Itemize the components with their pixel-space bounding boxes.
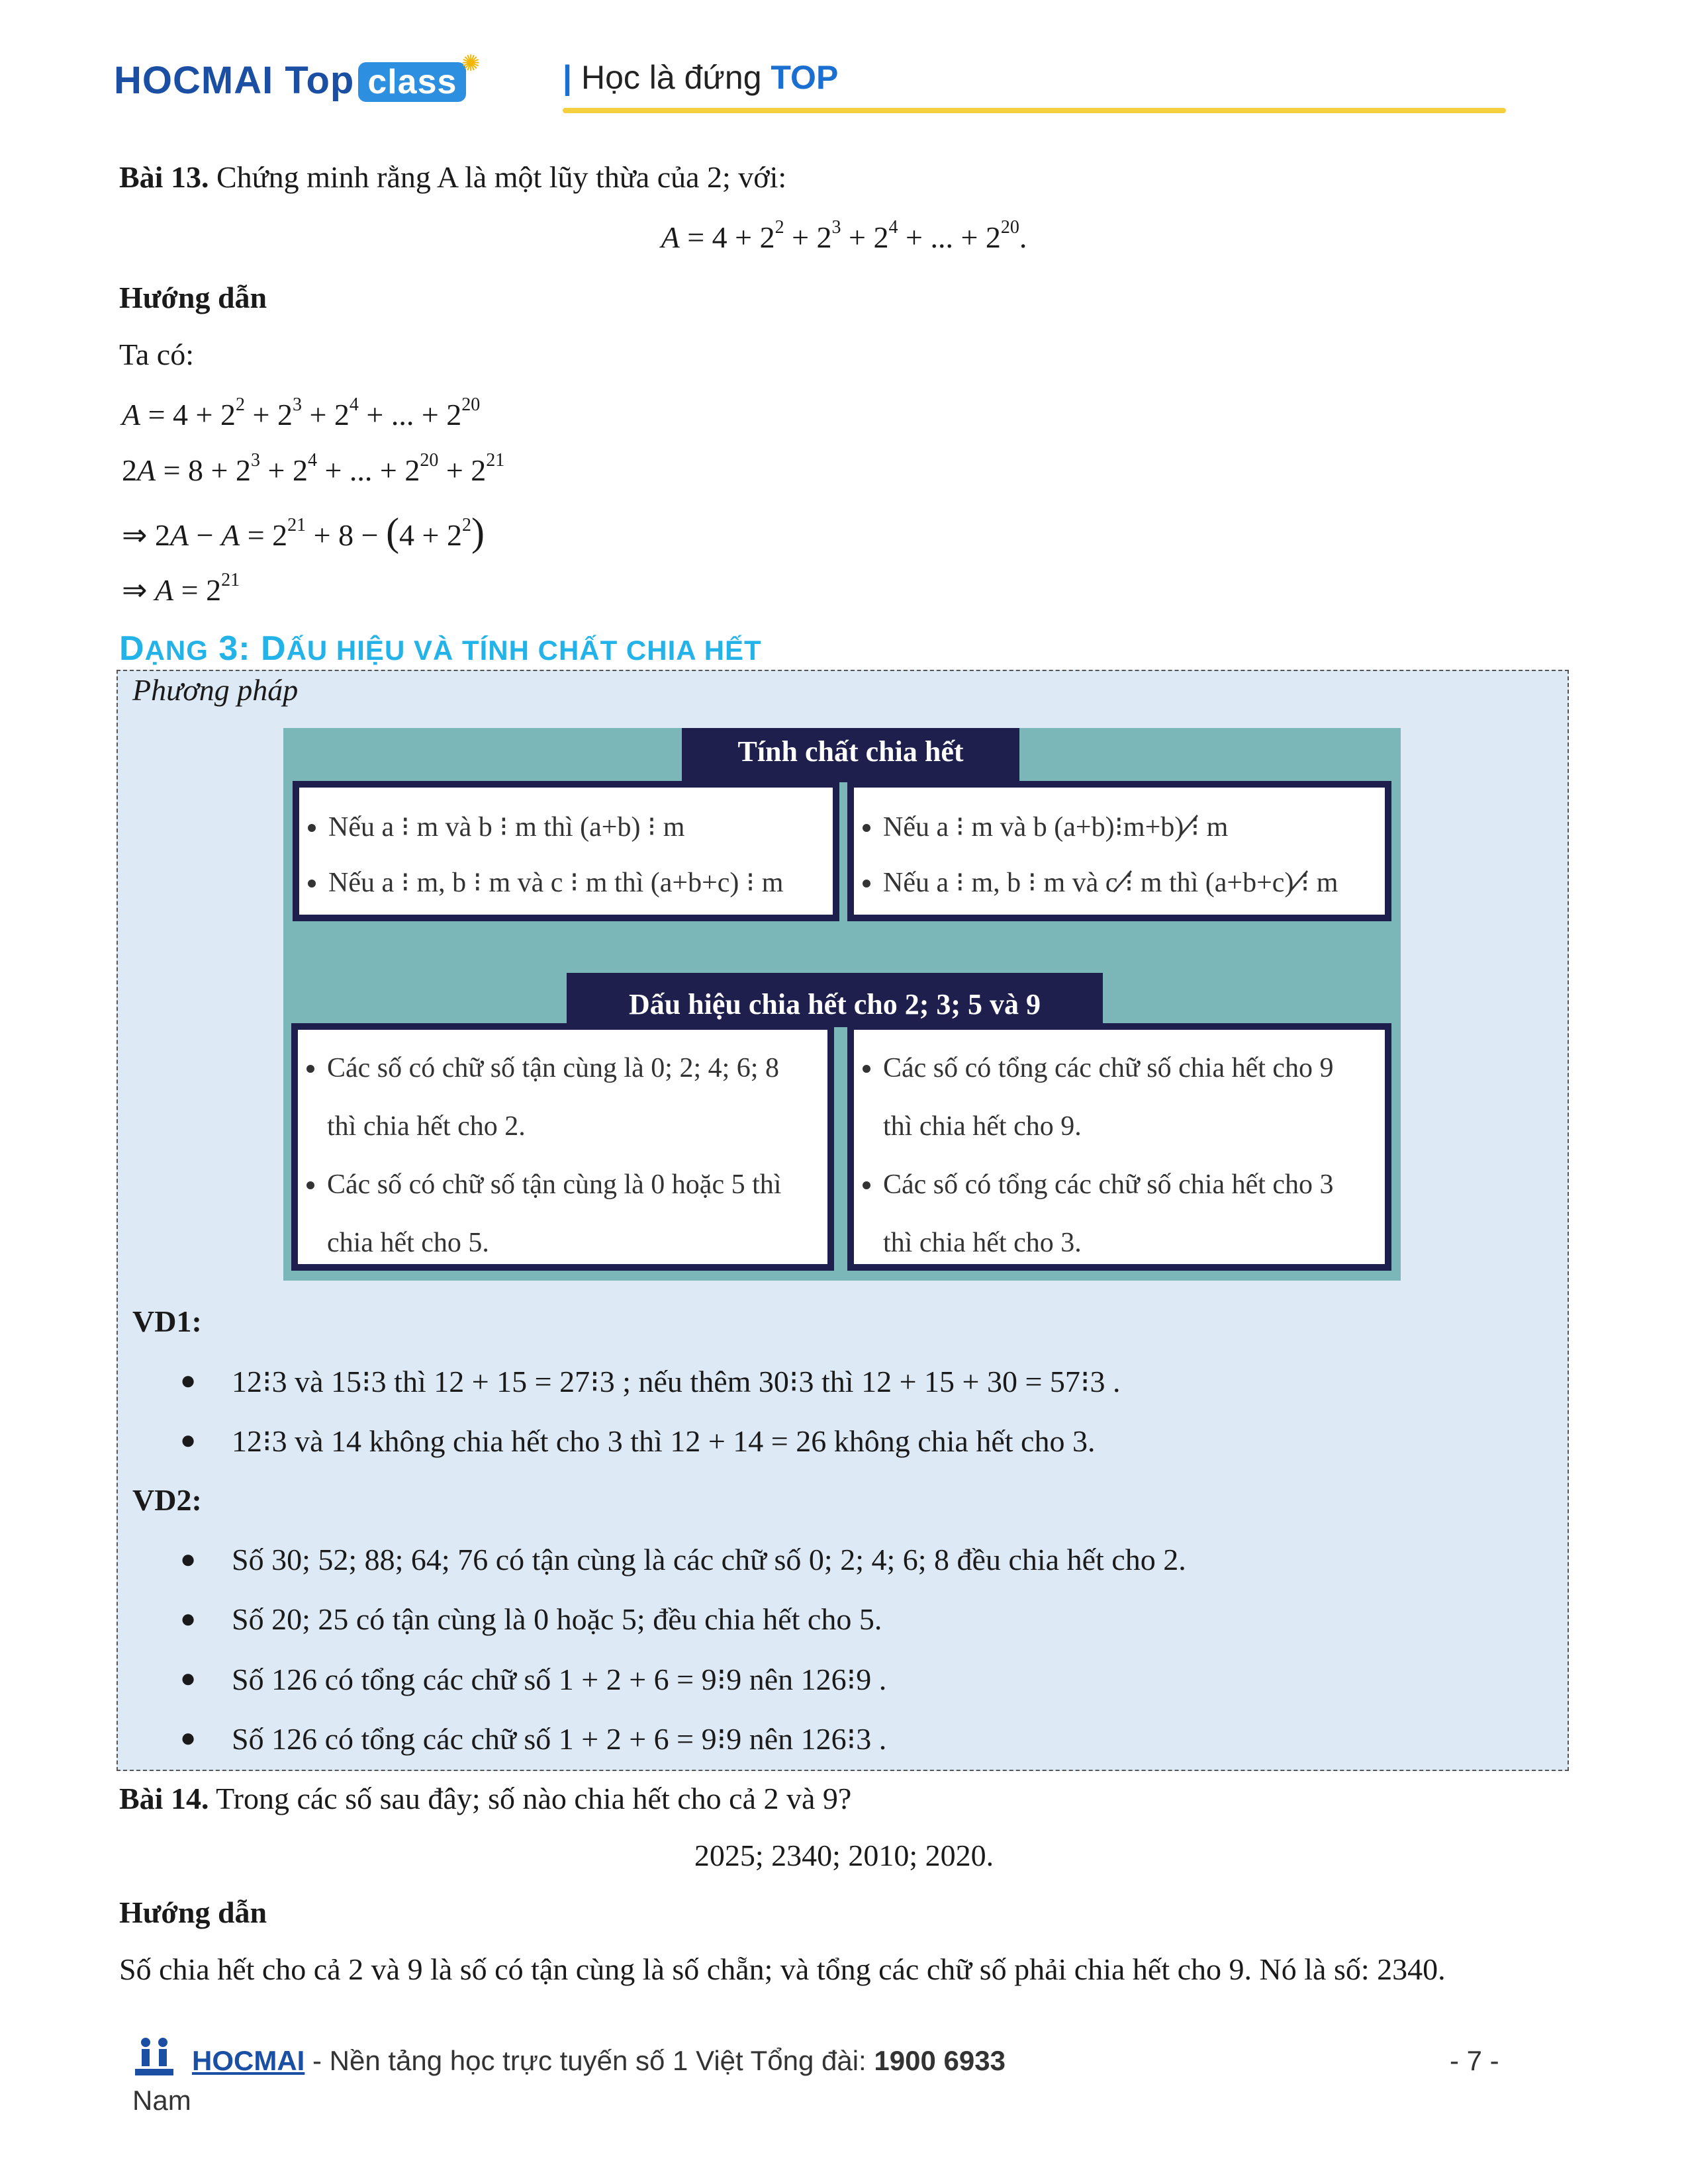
vd1-label: VD1: — [132, 1304, 202, 1338]
header-divider — [563, 108, 1506, 113]
vd1-line: 12⁝3 và 14 không chia hết cho 3 thì 12 + 14 = 26 không chia hết cho 3. — [232, 1424, 1096, 1458]
method-label: Phương pháp — [132, 673, 299, 707]
bullet-icon: ● — [180, 1544, 197, 1574]
bai13-equation: $A = 4 + 2^2 + 2^3 + 2^4$ + ... + $2^{20}$. — [661, 217, 1027, 254]
derivation-line-2: $2A = 8 + 2^3 + 2^4$ + ... + $2^{20} + 2^{21}$ — [122, 450, 505, 487]
bai13-guide-label: Hướng dẫn — [119, 281, 267, 314]
property-item: • Nếu a ⁝ m, b ⁝ m và c ⁝ m thì (a+b+c) ⁝ m — [328, 855, 826, 911]
vd2-line: Số 30; 52; 88; 64; 76 có tận cùng là các chữ số 0; 2; 4; 6; 8 đều chia hết cho 2. — [232, 1543, 1186, 1576]
bai14-prompt: Bài 14. Trong các số sau đây; số nào chia hết cho cả 2 và 9? — [119, 1782, 852, 1815]
ta-co: Ta có: — [119, 338, 195, 371]
logo-class-badge: class ✺ — [358, 62, 466, 102]
sign-item: • Các số có chữ số tận cùng là 0 hoặc 5 thì chia hết cho 5. — [327, 1156, 812, 1272]
bai13-prompt: Bài 13. Chứng minh rằng A là một lũy thừa của 2; với: — [119, 160, 787, 194]
hocmai-footer-icon — [132, 2034, 176, 2078]
bai14-answer: Số chia hết cho cả 2 và 9 là số có tận cùng là số chẵn; và tổng các chữ số phải chia hết cho 9. Nó là số: 2340. — [119, 1952, 1446, 1986]
hotline-number: 1900 6933 — [874, 2045, 1006, 2076]
sign-item: • Các số có chữ số tận cùng là 0; 2; 4; 6; 8 thì chia hết cho 2. — [327, 1039, 812, 1156]
hocmai-logo: HOCMAI Top class ✺ — [114, 51, 481, 102]
property-box-right — [847, 781, 1391, 921]
sign-item: • Các số có tổng các chữ số chia hết cho 3 thì chia hết cho 3. — [883, 1156, 1369, 1272]
derivation-line-4: ⇒ $A = 2^{21}$ — [122, 570, 240, 607]
property-item: • Nếu a ⁝ m và b (a+b)⁝m+b) ⁝̸ m — [883, 799, 1378, 855]
bullet-icon: ● — [180, 1365, 197, 1395]
bullet-icon: ● — [180, 1425, 197, 1455]
vd2-line: Số 126 có tổng các chữ số 1 + 2 + 6 = 9⁝9 nên 126⁝9 . — [232, 1662, 887, 1696]
diagram-title-properties: Tính chất chia hết — [682, 728, 1019, 782]
vd1-line: 12⁝3 và 15⁝3 thì 12 + 15 = 27⁝3 ; nếu thêm 30⁝3 thì 12 + 15 + 30 = 57⁝3 . — [232, 1365, 1121, 1398]
star-icon: ✺ — [461, 51, 481, 76]
vd2-line: Số 126 có tổng các chữ số 1 + 2 + 6 = 9⁝9 nên 126⁝3 . — [232, 1722, 887, 1756]
sign-box-left — [291, 1023, 834, 1271]
property-item: • Nếu a ⁝ m và b ⁝ m thì (a+b) ⁝ m — [328, 799, 826, 855]
bai14-numbers: 2025; 2340; 2010; 2020. — [694, 1839, 994, 1872]
property-item: • Nếu a ⁝ m, b ⁝ m và c ⁝̸ m thì (a+b+c) ⁝̸ m — [883, 855, 1378, 911]
page-number: - 7 - — [1450, 2045, 1499, 2076]
vd2-line: Số 20; 25 có tận cùng là 0 hoặc 5; đều chia hết cho 5. — [232, 1602, 882, 1636]
derivation-line-1: $A = 4 + 2^2 + 2^3 + 2^4$ + ... + $2^{20}$ — [122, 394, 481, 432]
footer-nam: Nam — [132, 2085, 191, 2116]
bai14-guide-label: Hướng dẫn — [119, 1895, 267, 1929]
diagram-title-signs: Dấu hiệu chia hết cho 2; 3; 5 và 9 — [567, 973, 1103, 1027]
property-box-left — [293, 781, 839, 921]
sign-item: • Các số có tổng các chữ số chia hết cho 9 thì chia hết cho 9. — [883, 1039, 1369, 1156]
vd2-label: VD2: — [132, 1483, 202, 1517]
bullet-icon: ● — [180, 1723, 197, 1752]
bullet-icon: ● — [180, 1663, 197, 1693]
dang3-title: DẠNG 3: DẤU HIỆU VÀ TÍNH CHẤT CHIA HẾT — [119, 629, 762, 668]
slogan: | Học là đứng TOP — [563, 59, 839, 96]
sign-box-right — [847, 1023, 1391, 1271]
footer-brand-link[interactable]: HOCMAI — [192, 2045, 305, 2076]
bullet-icon: ● — [180, 1604, 197, 1633]
derivation-line-3: ⇒ $2A - A = 2^{21} + 8 - (4 + 2^2)$ — [122, 510, 485, 554]
footer-text: HOCMAI - Nền tảng học trực tuyến số 1 Việt Tổng đài: 1900 6933 — [192, 2045, 1006, 2076]
